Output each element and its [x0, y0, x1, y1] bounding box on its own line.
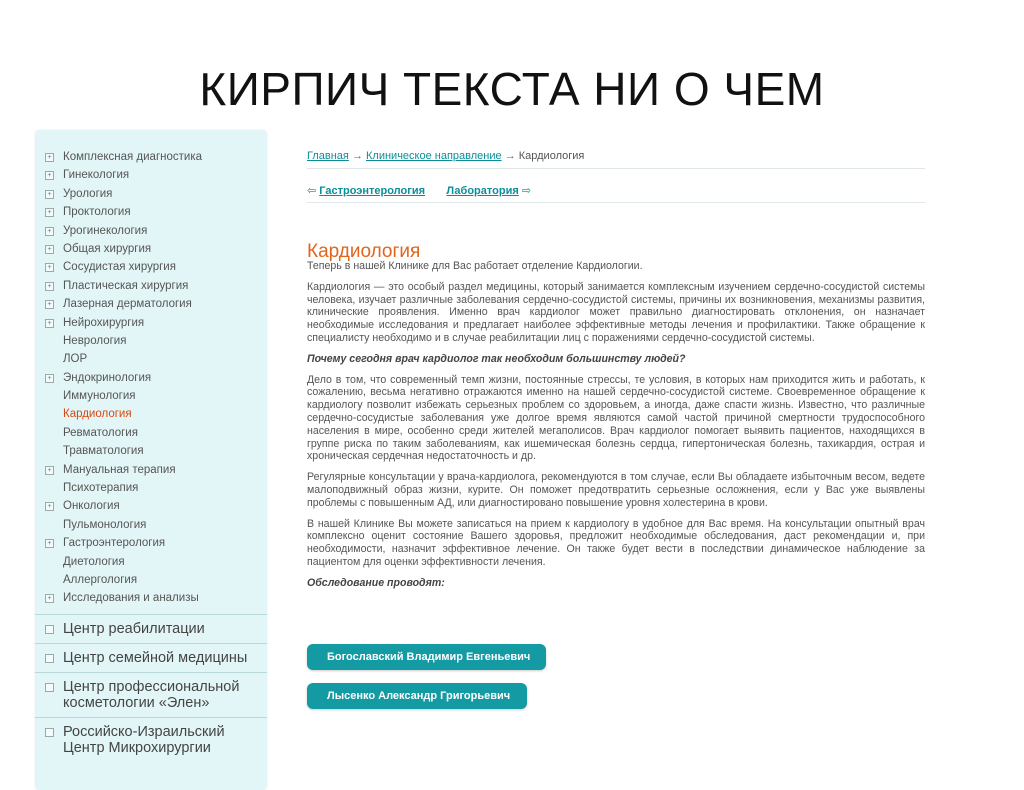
sidebar-item[interactable] — [35, 369, 267, 387]
breadcrumb — [307, 150, 584, 162]
breadcrumb-arrow-icon: → — [504, 150, 516, 162]
prev-next-nav — [307, 184, 531, 197]
expand-icon[interactable]: + — [45, 319, 54, 328]
page-heading: Кардиология — [307, 240, 421, 262]
bullet-icon — [45, 683, 54, 692]
sidebar-item-label: Проктология — [63, 206, 131, 219]
doctor-buttons — [307, 644, 546, 722]
sidebar-item[interactable] — [35, 166, 267, 184]
sidebar-item-label: Психотерапия — [63, 482, 139, 495]
sidebar-item[interactable] — [35, 497, 267, 515]
paragraph: Кардиология — это особый раздел медицины, который занимается комплексным изучением сердечно-сосудистой системы человека, изучает различные заболевания сердечно-сосудистой системы, причины их возникновения, механизмы развития, клинические проявления. Именно врач кардиолог может правильно диагностировать отклонения, он назначает необходимые исследования и предлагает наиболее эффективные методы лечения и профилактики. Также обращение к специалисту необходимо и в случае реабилитации лиц с поражениями сердечно-сосудистой системы. — [307, 280, 925, 344]
arrow-right-icon: ⇨ — [521, 185, 532, 197]
intro-paragraph: Теперь в нашей Клинике для Вас работает отделение Кардиологии. — [307, 260, 643, 272]
exam-label: Обследование проводят: — [307, 576, 445, 589]
expand-icon[interactable]: + — [45, 594, 54, 603]
expand-icon[interactable]: + — [45, 374, 54, 383]
breadcrumb-current: Кардиология — [518, 150, 585, 162]
sidebar-item-label: Пульмонология — [63, 518, 147, 531]
sidebar-item[interactable] — [35, 332, 267, 350]
breadcrumb-arrow-icon: → — [351, 150, 363, 162]
divider — [307, 202, 925, 203]
expand-icon[interactable]: + — [45, 282, 54, 291]
sidebar-item[interactable] — [35, 442, 267, 460]
sidebar-item-label: ЛОР — [63, 353, 88, 366]
sidebar-item[interactable] — [35, 534, 267, 552]
sidebar-item[interactable] — [35, 350, 267, 368]
sidebar-sections — [35, 614, 267, 762]
sidebar-item[interactable] — [35, 240, 267, 258]
sidebar-item[interactable] — [35, 405, 267, 423]
sidebar-item-label: Урогинекология — [63, 224, 148, 237]
sidebar-item[interactable] — [35, 387, 267, 405]
breadcrumb-section-link[interactable]: Клиническое направление — [366, 150, 502, 162]
sidebar-item-label: Эндокринология — [63, 371, 152, 384]
sidebar-item[interactable] — [35, 424, 267, 442]
expand-icon[interactable]: + — [45, 190, 54, 199]
doctor-button-lysenko[interactable]: Лысенко Александр Григорьевич — [307, 683, 527, 709]
paragraph: Регулярные консультации у врача-кардиолога, рекомендуются в том случае, если Вы обладаете избыточным весом, ведете малоподвижный образ жизни, курите. Он поможет предотвратить серьезные осложнения, если у Вас уже выявлены проблемы с повышенным АД, или диагностировано повышение уровня холестерина в крови. — [307, 471, 925, 509]
expand-icon[interactable]: + — [45, 466, 54, 475]
sidebar-item[interactable] — [35, 277, 267, 295]
expand-icon[interactable]: + — [45, 300, 54, 309]
sidebar-item-label: Комплексная диагностика — [63, 151, 203, 163]
slide-title: КИРПИЧ ТЕКСТА НИ О ЧЕМ — [199, 63, 825, 115]
sidebar-item-label: Гастроэнтерология — [63, 537, 166, 550]
sidebar — [35, 130, 267, 790]
sidebar-item-label: Диетология — [63, 555, 125, 568]
sidebar-item-label: Пластическая хирургия — [63, 279, 189, 292]
sidebar-section-label: Российско-Израильский Центр Микрохирургии — [63, 724, 225, 756]
prev-link[interactable]: Гастроэнтерология — [319, 185, 426, 197]
expand-icon[interactable]: + — [45, 539, 54, 548]
sidebar-item-label: Неврология — [63, 334, 127, 347]
article-body — [307, 260, 925, 598]
expand-icon[interactable]: + — [45, 171, 54, 180]
arrow-left-icon: ⇦ — [307, 185, 317, 197]
divider — [307, 168, 925, 169]
sidebar-section-label: Центр семейной медицины — [63, 650, 248, 666]
expand-icon[interactable]: + — [45, 502, 54, 511]
sidebar-item-label: Гинекология — [63, 169, 130, 182]
sidebar-item-label: Онкология — [63, 500, 120, 513]
bullet-icon — [45, 728, 54, 737]
sidebar-item[interactable] — [35, 222, 267, 240]
sidebar-section-family[interactable] — [35, 643, 267, 672]
sidebar-item-label: Ревматология — [63, 426, 138, 439]
sidebar-item[interactable] — [35, 589, 267, 607]
expand-icon[interactable]: + — [45, 208, 54, 217]
sidebar-item-label: Аллергология — [63, 573, 138, 586]
sidebar-item-label: Исследования и анализы — [63, 592, 199, 605]
sidebar-item-label: Урология — [63, 187, 113, 200]
sidebar-item-label: Общая хирургия — [63, 242, 152, 255]
bullet-icon — [45, 654, 54, 663]
sidebar-item[interactable] — [35, 295, 267, 313]
sidebar-item-label: Лазерная дерматология — [63, 298, 192, 311]
expand-icon[interactable]: + — [45, 245, 54, 254]
sidebar-item[interactable] — [35, 258, 267, 276]
sidebar-section-label: Центр профессиональной косметологии «Элен» — [63, 679, 240, 711]
sidebar-item-label: Кардиология — [63, 408, 132, 421]
sidebar-section-microsurgery[interactable] — [35, 717, 267, 762]
paragraph: Дело в том, что современный темп жизни, постоянные стрессы, те условия, в которых нам приходится жить и работать, к сожалению, весьма негативно отражаются именно на нашей сердечно-сосудистой системе. Своевременное обращение к кардиологу позволит избежать серьезных проблем со здоровьем, а иногда, даже спасти жизнь. Известно, что различные сердечно-сосудистые заболевания уже долгое время являются самой частой причиной смертности трудоспособного населения в мире, особенно среди жителей мегаполисов. Врач кардиолог помогает выявить пациентов, находящихся в группе риска по таким заболеваниям, как ишемическая болезнь сердца, гипертоническая болезнь, тахикардия, острая и хроническая сердечная недостаточность и др. — [307, 373, 925, 463]
paragraph: В нашей Клинике Вы можете записаться на прием к кардиологу в удобное для Вас время. На консультации опытный врач комплексно оценит состояние Вашего здоровья, предложит необходимые обследования, даст рекомендации и, при необходимости, назначит эффективное лечение. Он также будет вести в последствии динамическое наблюдение за пациентом для оценки эффективности лечения. — [307, 517, 925, 568]
doctor-button-bogoslavsky[interactable]: Богославский Владимир Евгеньевич — [307, 644, 546, 670]
expand-icon[interactable]: + — [45, 227, 54, 236]
sidebar-item-label: Мануальная терапия — [63, 463, 176, 476]
sidebar-section-label: Центр реабилитации — [63, 621, 205, 637]
sidebar-item-label: Иммунология — [63, 390, 136, 403]
sidebar-item[interactable] — [35, 185, 267, 203]
sidebar-item[interactable] — [35, 516, 267, 534]
expand-icon[interactable]: + — [45, 263, 54, 272]
sidebar-item-label: Нейрохирургия — [63, 316, 145, 329]
sidebar-item[interactable] — [35, 148, 267, 166]
bullet-icon — [45, 625, 54, 634]
next-link[interactable]: Лаборатория — [446, 185, 519, 197]
sidebar-item[interactable] — [35, 479, 267, 497]
sidebar-item[interactable] — [35, 553, 267, 571]
sidebar-item[interactable] — [35, 461, 267, 479]
expand-icon[interactable]: + — [45, 153, 54, 162]
sidebar-item[interactable] — [35, 203, 267, 221]
sidebar-item[interactable] — [35, 314, 267, 332]
question-heading: Почему сегодня врач кардиолог так необходим большинству людей? — [307, 352, 686, 365]
sidebar-item-label: Сосудистая хирургия — [63, 261, 176, 274]
sidebar-menu — [35, 130, 267, 608]
sidebar-section-rehab[interactable] — [35, 614, 267, 643]
sidebar-item[interactable] — [35, 571, 267, 589]
sidebar-section-cosmetology[interactable] — [35, 672, 267, 717]
sidebar-item-label: Травматология — [63, 445, 144, 458]
breadcrumb-home-link[interactable]: Главная — [307, 150, 349, 162]
